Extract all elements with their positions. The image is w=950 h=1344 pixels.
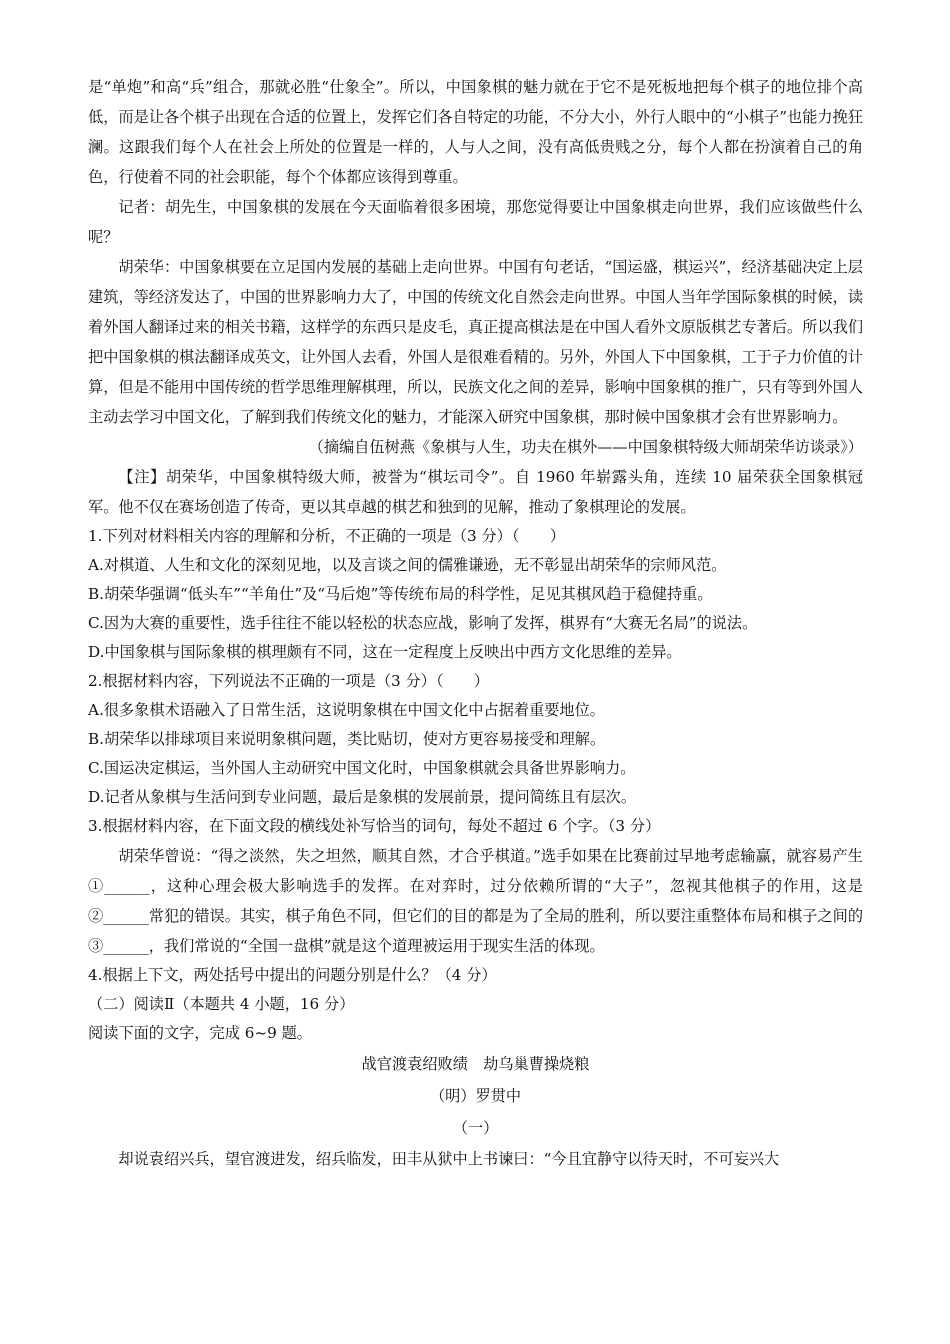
question-3 [88,812,863,961]
question-2 [88,667,863,812]
paragraph-hu-ronghua-answer: 胡荣华：中国象棋要在立足国内发展的基础上走向世界。中国有句老话，“国运盛，棋运兴”，经济基础决定上层建筑，等经济发达了，中国的世界影响力大了，中国的传统文化自然会走向世界。中国人当年学国际象棋的时候，读着外国人翻译过来的相关书籍，这样学的东西只是皮毛，真正提高棋法是在中国人看外文原版棋艺专著后。所以我们把中国象棋的棋法翻译成英文，让外国人去看，外国人是很难看精的。另外，外国人下中国象棋，工于子力价值的计算，但是不能用中国传统的哲学思维理解棋理，所以，民族文化之间的差异，影响中国象棋的推广，只有等到外国人主动去学习中国文化，了解到我们传统文化的魅力，才能深入研究中国象棋，那时候中国象棋才会有世界影响力。 [88,258,863,426]
question-1-stem: 1.下列对材料相关内容的理解和分析，不正确的一项是（3 分）（ ） [88,527,566,545]
paragraph-reporter-question: 记者：胡先生，中国象棋的发展在今天面临着很多困境，那您觉得要让中国象棋走向世界，我们应该做些什么呢？ [88,198,863,246]
chapter-first-line: 却说袁绍兴兵，望官渡进发，绍兵临发，田丰从狱中上书谏曰：“今且宜静守以待天时，不可妄兴大 [118,1150,780,1168]
annotation-note: 【注】胡荣华，中国象棋特级大师，被誉为“棋坛司令”。自 1960 年崭露头角，连续 10 届荣获全国象棋冠军。他不仅在赛场创造了传奇，更以其卓越的棋艺和独到的见解，推动了象棋理论的发展。 [88,468,863,516]
question-1-option-a: A.对棋道、人生和文化的深刻见地，以及言谈之间的儒雅谦逊，无不彰显出胡荣华的宗师风范。 [88,556,727,574]
source-citation: （摘编自伍树燕《象棋与人生，功夫在棋外——中国象棋特级大师胡荣华访谈录》） [308,438,863,456]
question-3-passage: 胡荣华曾说：“得之淡然，失之坦然，顺其自然，才合乎棋道。”选手如果在比赛前过早地考虑输赢，就容易产生①______，这种心理会极大影响选手的发挥。在对弈时，过分依赖所谓的“大子”，忽视其他棋子的作用，这是②______常犯的错误。其实，棋子角色不同，但它们的目的都是为了全局的胜利，所以要注重整体布局和棋子之间的③______，我们常说的“全国一盘棋”就是这个道理被运用于现实生活的体现。 [88,847,863,955]
question-1-option-d: D.中国象棋与国际象棋的棋理颇有不同，这在一定程度上反映出中西方文化思维的差异。 [88,643,682,661]
question-2-option-d: D.记者从象棋与生活问到专业问题，最后是象棋的发展前景，提问简练且有层次。 [88,788,637,806]
chapter-title: 战官渡袁绍败绩 劫乌巢曹操烧粮 [361,1055,590,1073]
question-3-stem: 3.根据材料内容，在下面文段的横线处补写恰当的词句，每处不超过 6 个字。（3 分） [88,817,661,835]
question-2-option-a: A.很多象棋术语融入了日常生活，这说明象棋在中国文化中占据着重要地位。 [88,701,605,719]
question-4-stem: 4.根据上下文，两处括号中提出的问题分别是什么？（4 分） [88,966,497,984]
question-2-option-c: C.国运决定棋运，当外国人主动研究中国文化时，中国象棋就会具备世界影响力。 [88,759,636,777]
chapter-author: （明）罗贯中 [429,1087,522,1105]
question-2-stem: 2.根据材料内容，下列说法不正确的一项是（3 分）（ ） [88,672,490,690]
question-1-option-c: C.因为大赛的重要性，选手往往不能以轻松的状态应战，影响了发挥，棋界有“大赛无名局”的说法。 [88,614,758,632]
question-1 [88,522,863,667]
paragraph-chess-charm: 是“单炮”和高“兵”组合，那就必胜“仕象全”。所以，中国象棋的魅力就在于它不是死板地把每个棋子的地位排个高低，而是让各个棋子出现在合适的位置上，发挥它们各自特定的功能，不分大小，外行人眼中的“小棋子”也能力挽狂澜。这跟我们每个人在社会上所处的位置是一样的，人与人之间，没有高低贵贱之分，每个人都在扮演着自己的角色，行使着不同的社会职能，每个个体都应该得到尊重。 [88,78,863,186]
section-2-instruction: 阅读下面的文字，完成 6~9 题。 [88,1024,312,1042]
section-2-heading: （二）阅读Ⅱ（本题共 4 小题，16 分） [88,995,355,1013]
document-page [88,72,863,1174]
chapter-part-number: （一） [452,1119,499,1137]
question-2-option-b: B.胡荣华以排球项目来说明象棋问题，类比贴切，使对方更容易接受和理解。 [88,730,606,748]
question-1-option-b: B.胡荣华强调“低头车”“羊角仕”及“马后炮”等传统布局的科学性，足见其棋风趋于稳健持重。 [88,585,713,603]
